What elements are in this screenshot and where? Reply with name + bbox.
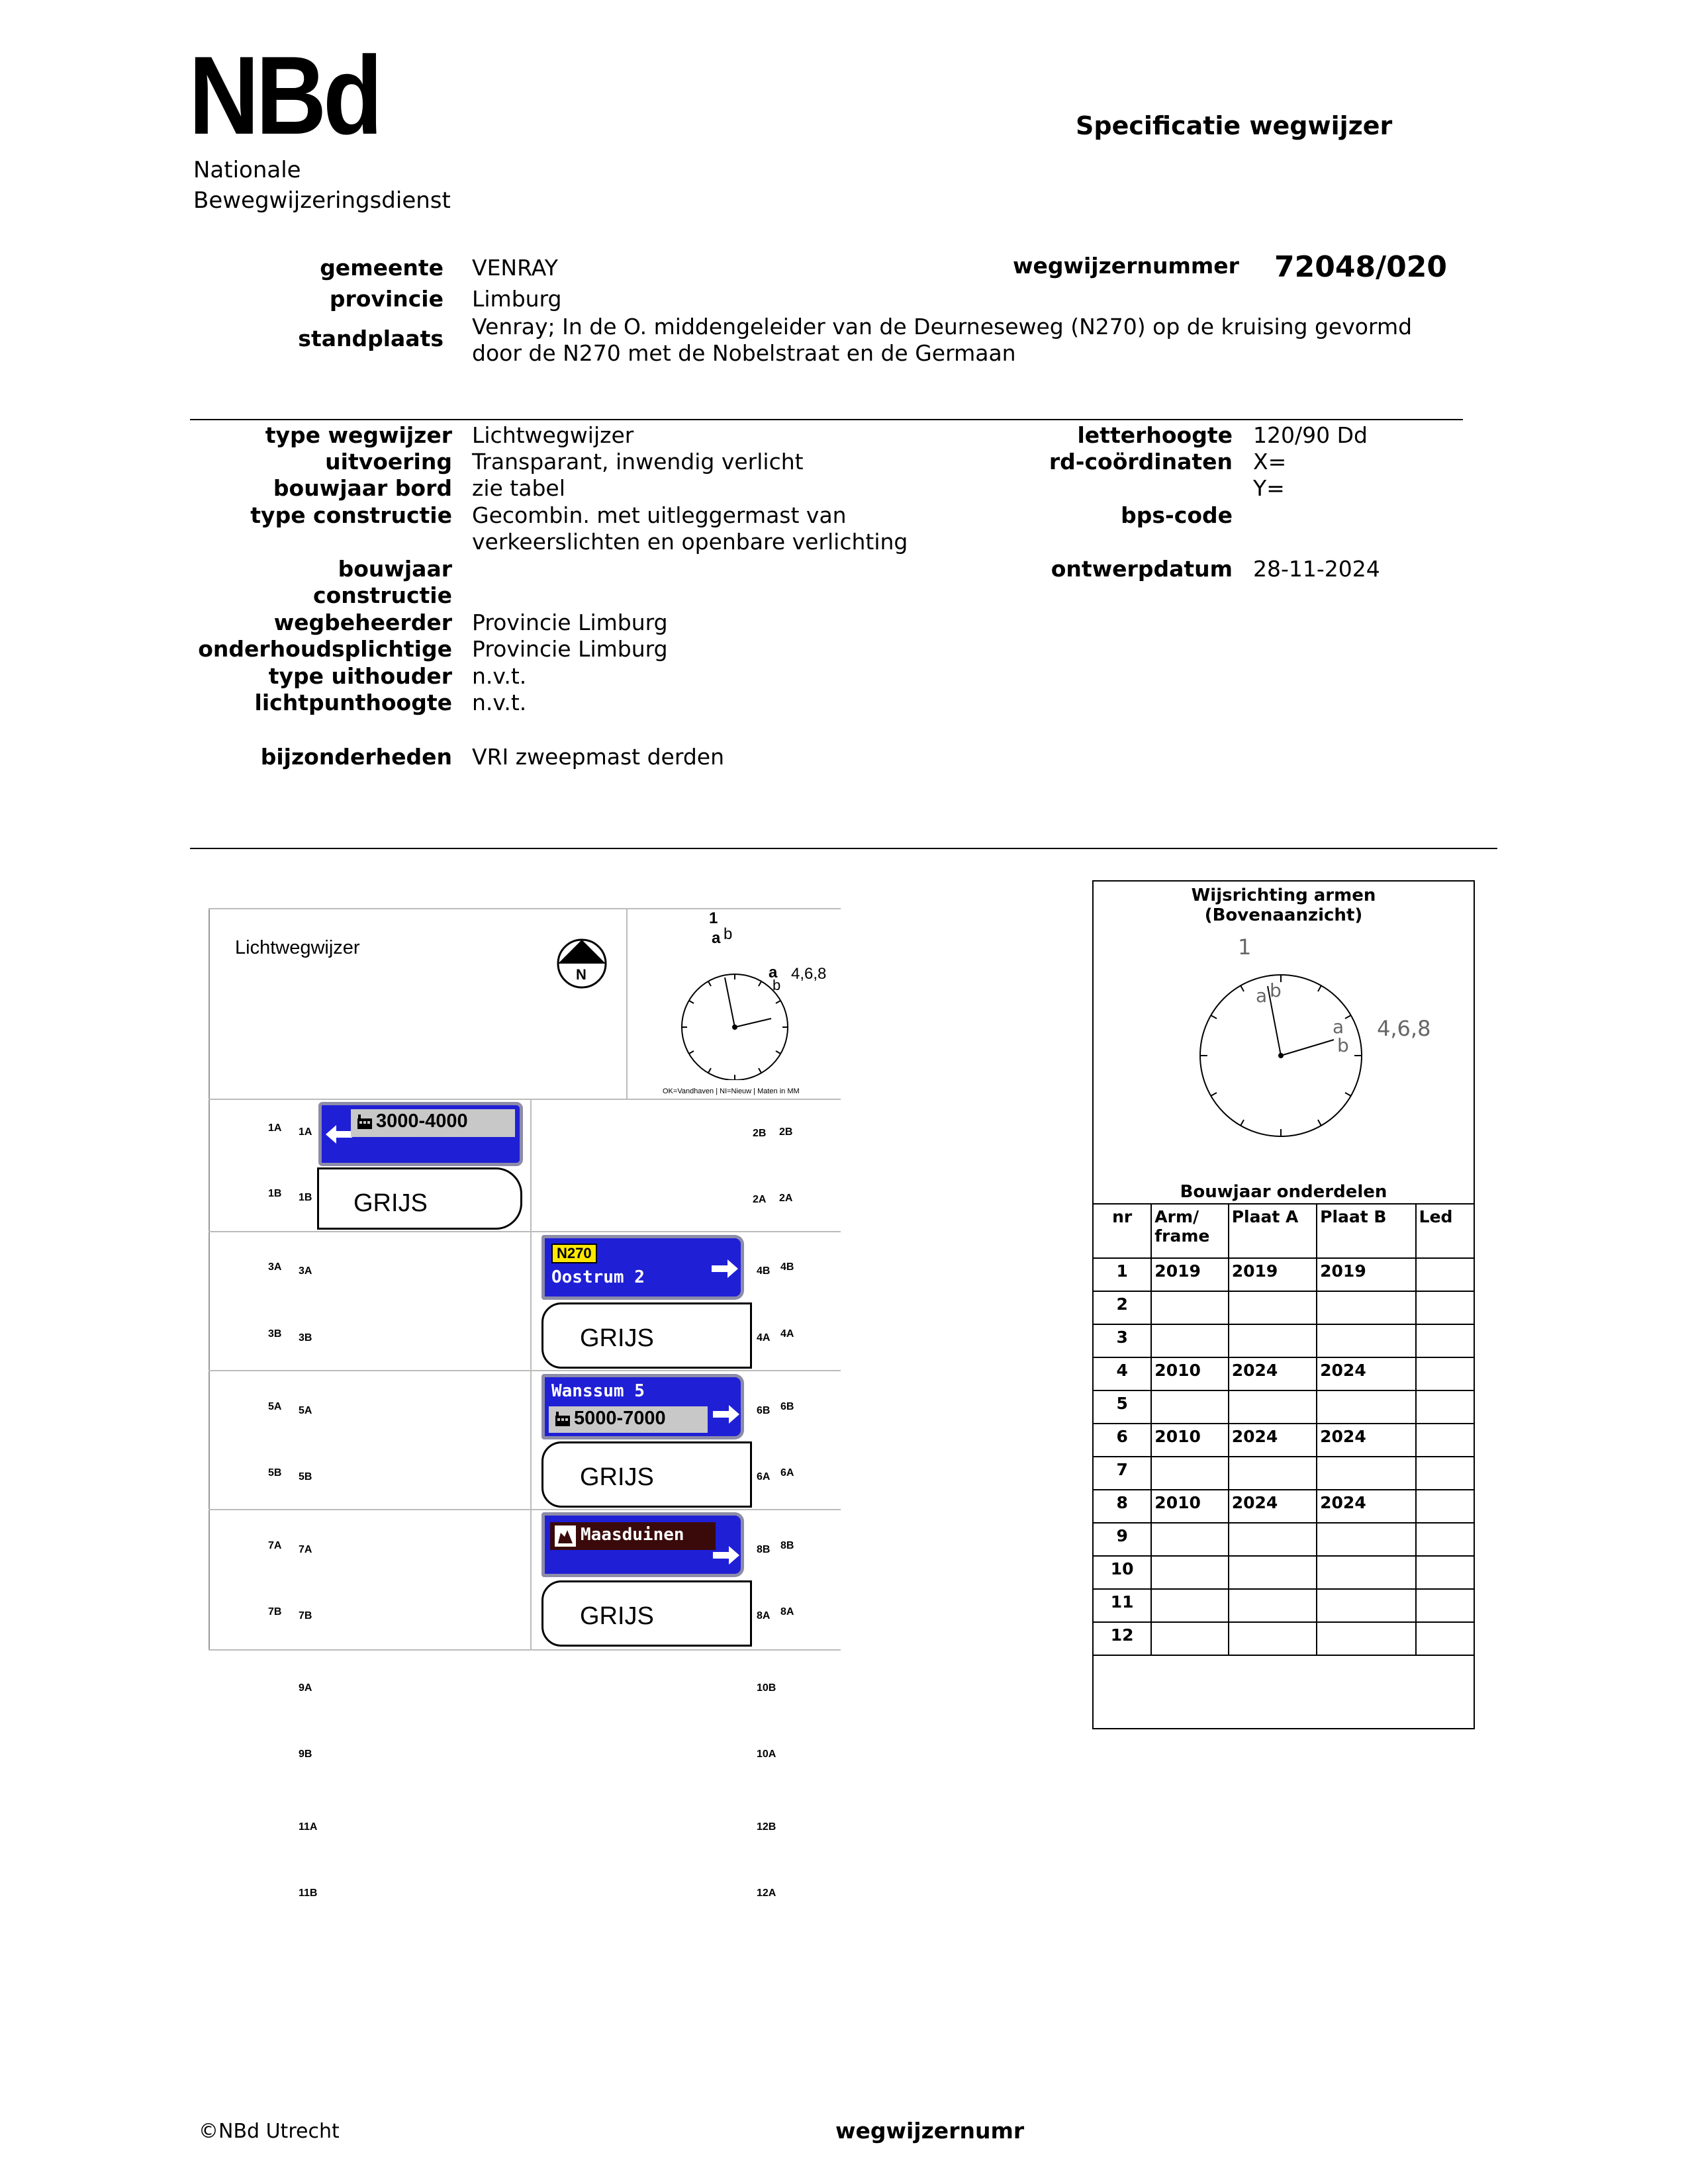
table-row <box>1093 1324 1474 1357</box>
north-label: N <box>576 966 586 983</box>
label-4b-outer: 4B <box>780 1261 794 1273</box>
sign-1a <box>318 1102 523 1166</box>
cell-led <box>1416 1589 1474 1622</box>
cell-led <box>1416 1556 1474 1589</box>
label-7b-outer: 7B <box>268 1606 282 1617</box>
logo-line-bewegwijzeringsdienst: Bewegwijzeringsdienst <box>193 187 451 214</box>
cell-nr: 2 <box>1093 1291 1151 1324</box>
cell-plaat-b <box>1317 1523 1416 1556</box>
cell-led <box>1416 1258 1474 1291</box>
provincie-value: Limburg <box>472 286 562 312</box>
cell-plaat-a <box>1229 1291 1317 1324</box>
cell-plaat-a: 2024 <box>1229 1490 1317 1523</box>
label-5a-inner: 5A <box>299 1405 312 1416</box>
cell-plaat-b <box>1317 1622 1416 1655</box>
footer-wegwijzernummer: wegwijzernumr <box>835 2118 1025 2144</box>
cell-arm <box>1151 1523 1228 1556</box>
table-row <box>1093 1357 1474 1390</box>
logo-line-nationale: Nationale <box>193 157 301 183</box>
sign-3a-text: Oostrum 2 <box>551 1267 645 1287</box>
bouwjaar-table <box>1092 1203 1475 1656</box>
dial-label-b1: b <box>724 925 733 943</box>
spec-value-rd-x: X= <box>1253 449 1287 475</box>
industry-icon <box>554 1412 571 1428</box>
arrow-right-icon <box>710 1257 739 1281</box>
cell-led <box>1416 1390 1474 1424</box>
spec-label-uitvoering: uitvoering <box>325 449 452 475</box>
spec-label-bijzonderheden: bijzonderheden <box>260 744 452 770</box>
label-11a: 11A <box>299 1821 318 1833</box>
label-3a-outer: 3A <box>268 1261 282 1273</box>
cell-plaat-a <box>1229 1324 1317 1357</box>
cell-plaat-a <box>1229 1523 1317 1556</box>
wijsrichting-subtitle: (Bovenaanzicht) <box>1204 905 1363 925</box>
wijsrichting-label-b1: b <box>1270 979 1282 1001</box>
cell-plaat-b: 2024 <box>1317 1424 1416 1457</box>
cell-nr: 9 <box>1093 1523 1151 1556</box>
cell-plaat-b: 2024 <box>1317 1357 1416 1390</box>
document-title: Specificatie wegwijzer <box>1076 111 1393 140</box>
label-5b-outer: 5B <box>268 1467 282 1479</box>
label-2b-outer: 2B <box>779 1126 793 1138</box>
cell-led <box>1416 1523 1474 1556</box>
sign-7b: GRIJS <box>541 1580 752 1647</box>
wijsrichting-label-right: 4,6,8 <box>1377 1016 1431 1041</box>
dial-label-b2: b <box>773 977 781 993</box>
table-row <box>1093 1390 1474 1424</box>
cell-plaat-a: 2024 <box>1229 1357 1317 1390</box>
cell-plaat-a <box>1229 1390 1317 1424</box>
spec-value-ontwerpdatum: 28-11-2024 <box>1253 556 1380 582</box>
cell-plaat-b <box>1317 1291 1416 1324</box>
col-header-arm-frame: Arm/ frame <box>1151 1204 1228 1258</box>
spec-label-bouwjaar: bouwjaar <box>338 556 452 582</box>
label-4a-outer: 4A <box>780 1328 794 1340</box>
spec-label-rd-coordinaten: rd-coördinaten <box>1049 449 1233 475</box>
cell-nr: 12 <box>1093 1622 1151 1655</box>
drawing-footnote: OK=Vandhaven | NI=Nieuw | Maten in MM <box>663 1087 800 1095</box>
sign-5b: GRIJS <box>541 1441 752 1508</box>
divider-bottom <box>190 848 1497 849</box>
label-8a-inner: 8A <box>757 1610 771 1621</box>
sign-1a-text: 3000-4000 <box>376 1111 468 1132</box>
spec-value-onderhoudsplichtige: Provincie Limburg <box>472 636 668 662</box>
spec-label-onderhoudsplichtige: onderhoudsplichtige <box>198 636 452 662</box>
cell-plaat-b <box>1317 1589 1416 1622</box>
table-row <box>1093 1424 1474 1457</box>
wijsrichting-label-b2: b <box>1337 1034 1349 1056</box>
sign-7a <box>541 1512 744 1577</box>
cell-led <box>1416 1622 1474 1655</box>
spec-value-wegbeheerder: Provincie Limburg <box>472 610 668 635</box>
cell-nr: 1 <box>1093 1258 1151 1291</box>
table-header-row <box>1093 1204 1474 1258</box>
cell-arm: 2010 <box>1151 1357 1228 1390</box>
cell-nr: 8 <box>1093 1490 1151 1523</box>
table-row <box>1093 1490 1474 1523</box>
label-12a: 12A <box>757 1888 776 1899</box>
label-3a-inner: 3A <box>299 1265 312 1277</box>
cell-arm <box>1151 1457 1228 1490</box>
label-1a-outer: 1A <box>268 1122 282 1134</box>
wijsrichting-label-a1: a <box>1256 985 1268 1007</box>
cell-arm <box>1151 1556 1228 1589</box>
label-4a-inner: 4A <box>757 1332 771 1343</box>
label-1b-inner: 1B <box>299 1192 312 1203</box>
label-6b-outer: 6B <box>780 1401 794 1412</box>
spec-label-ontwerpdatum: ontwerpdatum <box>1051 556 1233 582</box>
cell-nr: 11 <box>1093 1589 1151 1622</box>
cell-plaat-b <box>1317 1390 1416 1424</box>
cell-arm <box>1151 1390 1228 1424</box>
spec-label-bouwjaar-bord: bouwjaar bord <box>273 475 452 501</box>
provincie-label: provincie <box>329 286 444 312</box>
route-shield: N270 <box>551 1244 597 1263</box>
spec-value-letterhoogte: 120/90 Dd <box>1253 422 1368 448</box>
spec-label-constructie: constructie <box>313 582 452 608</box>
table-row <box>1093 1622 1474 1655</box>
wegwijzernummer-label: wegwijzernummer <box>1013 253 1239 279</box>
standplaats-value-line2: door de N270 met de Nobelstraat en de Germaan <box>472 340 1016 366</box>
bouwjaar-title: Bouwjaar onderdelen <box>1180 1182 1387 1202</box>
spec-value-bouwjaar-bord: zie tabel <box>472 475 565 501</box>
industry-icon <box>356 1115 373 1130</box>
cell-nr: 6 <box>1093 1424 1151 1457</box>
label-11b: 11B <box>299 1888 318 1899</box>
sign-1b: GRIJS <box>317 1167 522 1230</box>
table-row <box>1093 1291 1474 1324</box>
wijsrichting-title: Wijsrichting armen <box>1191 886 1376 905</box>
sign-7a-text: Maasduinen <box>581 1525 684 1545</box>
sign-5a-text1: Wanssum 5 <box>551 1381 645 1401</box>
sign-drawing <box>209 908 841 1899</box>
gemeente-label: gemeente <box>320 255 444 281</box>
cell-arm <box>1151 1589 1228 1622</box>
cell-plaat-a <box>1229 1457 1317 1490</box>
col-header-plaat-a: Plaat A <box>1229 1204 1317 1258</box>
label-4b-inner: 4B <box>757 1265 771 1277</box>
label-2a-inner: 2A <box>753 1194 767 1205</box>
label-3b-outer: 3B <box>268 1328 282 1340</box>
cell-arm <box>1151 1622 1228 1655</box>
spec-label-wegbeheerder: wegbeheerder <box>273 610 452 635</box>
spec-label-letterhoogte: letterhoogte <box>1077 422 1233 448</box>
cell-plaat-b <box>1317 1457 1416 1490</box>
cell-nr: 4 <box>1093 1357 1151 1390</box>
table-row <box>1093 1556 1474 1589</box>
arrow-right-icon <box>712 1402 741 1426</box>
cell-arm <box>1151 1291 1228 1324</box>
dial-label-right: 4,6,8 <box>791 965 827 983</box>
col-header-nr: nr <box>1093 1204 1151 1258</box>
divider-top <box>190 419 1463 420</box>
label-7a-outer: 7A <box>268 1540 282 1551</box>
cell-led <box>1416 1291 1474 1324</box>
cell-led <box>1416 1324 1474 1357</box>
spec-value-type-wegwijzer: Lichtwegwijzer <box>472 422 634 448</box>
spec-label-bps-code: bps-code <box>1121 502 1233 528</box>
table-row <box>1093 1589 1474 1622</box>
label-10b: 10B <box>757 1682 776 1694</box>
standplaats-label: standplaats <box>298 326 444 351</box>
arrow-left-icon <box>324 1122 353 1146</box>
footer-copyright: ©NBd Utrecht <box>199 2120 340 2143</box>
label-10a: 10A <box>757 1749 776 1760</box>
label-6b-inner: 6B <box>757 1405 771 1416</box>
label-7b-inner: 7B <box>299 1610 312 1621</box>
label-7a-inner: 7A <box>299 1544 312 1555</box>
dial-label-a1: a <box>712 929 721 947</box>
spec-label-type-constructie: type constructie <box>250 502 452 528</box>
nature-park-icon <box>554 1525 577 1547</box>
cell-nr: 10 <box>1093 1556 1151 1589</box>
table-row <box>1093 1457 1474 1490</box>
label-6a-outer: 6A <box>780 1467 794 1479</box>
label-12b: 12B <box>757 1821 776 1833</box>
wijsrichting-label-a2: a <box>1333 1016 1344 1038</box>
label-1a-inner: 1A <box>299 1126 312 1138</box>
label-2b-inner: 2B <box>753 1128 767 1139</box>
cell-led <box>1416 1357 1474 1390</box>
sign-5a <box>541 1374 744 1439</box>
label-5a-outer: 5A <box>268 1401 282 1412</box>
label-2a-outer: 2A <box>779 1193 793 1204</box>
col-header-plaat-b: Plaat B <box>1317 1204 1416 1258</box>
cell-plaat-b: 2024 <box>1317 1490 1416 1523</box>
wijsrichting-label-top: 1 <box>1238 934 1252 960</box>
spec-value-type-constructie-2: verkeerslichten en openbare verlichting <box>472 529 908 555</box>
label-8a-outer: 8A <box>780 1606 794 1617</box>
label-6a-inner: 6A <box>757 1471 771 1482</box>
cell-plaat-b <box>1317 1556 1416 1589</box>
col-header-led: Led <box>1416 1204 1474 1258</box>
sign-3a <box>541 1235 744 1300</box>
label-3b-inner: 3B <box>299 1332 312 1343</box>
cell-arm <box>1151 1324 1228 1357</box>
cell-plaat-a <box>1229 1622 1317 1655</box>
cell-plaat-a <box>1229 1589 1317 1622</box>
spec-value-type-uithouder: n.v.t. <box>472 663 527 689</box>
spec-value-bijzonderheden: VRI zweepmast derden <box>472 744 724 770</box>
arrow-right-icon <box>712 1543 741 1567</box>
standplaats-value-line1: Venray; In de O. middengeleider van de Deurneseweg (N270) op de kruising gevormd <box>472 314 1413 340</box>
spec-label-type-wegwijzer: type wegwijzer <box>265 422 452 448</box>
cell-arm: 2019 <box>1151 1258 1228 1291</box>
label-9b: 9B <box>299 1749 312 1760</box>
cell-arm: 2010 <box>1151 1424 1228 1457</box>
cell-nr: 5 <box>1093 1390 1151 1424</box>
cell-led <box>1416 1424 1474 1457</box>
label-9a: 9A <box>299 1682 312 1694</box>
cell-led <box>1416 1457 1474 1490</box>
table-row <box>1093 1523 1474 1556</box>
table-row <box>1093 1258 1474 1291</box>
spec-value-type-constructie-1: Gecombin. met uitleggermast van <box>472 502 847 528</box>
dial-label-a2: a <box>769 964 778 981</box>
cell-nr: 3 <box>1093 1324 1151 1357</box>
spec-value-uitvoering: Transparant, inwendig verlicht <box>472 449 804 475</box>
cell-plaat-a <box>1229 1556 1317 1589</box>
spec-value-rd-y: Y= <box>1253 475 1285 501</box>
cell-plaat-b: 2019 <box>1317 1258 1416 1291</box>
nbd-logo-mark: NBd <box>189 33 380 158</box>
cell-plaat-a: 2019 <box>1229 1258 1317 1291</box>
direction-dial <box>665 941 831 1080</box>
label-8b-outer: 8B <box>780 1540 794 1551</box>
cell-arm: 2010 <box>1151 1490 1228 1523</box>
drawing-title: Lichtwegwijzer <box>235 937 360 958</box>
spec-label-lichtpunthoogte: lichtpunthoogte <box>254 690 452 715</box>
cell-plaat-a: 2024 <box>1229 1424 1317 1457</box>
cell-nr: 7 <box>1093 1457 1151 1490</box>
sign-5a-text2: 5000-7000 <box>574 1408 666 1429</box>
gemeente-value: VENRAY <box>472 255 558 281</box>
label-8b-inner: 8B <box>757 1544 771 1555</box>
label-5b-inner: 5B <box>299 1471 312 1482</box>
cell-plaat-b <box>1317 1324 1416 1357</box>
cell-led <box>1416 1490 1474 1523</box>
spec-value-lichtpunthoogte: n.v.t. <box>472 690 527 715</box>
wegwijzernummer-value: 72048/020 <box>1274 250 1447 284</box>
sign-3b: GRIJS <box>541 1302 752 1369</box>
label-1b-outer: 1B <box>268 1188 282 1199</box>
spec-label-type-uithouder: type uithouder <box>268 663 452 689</box>
dial-label-top: 1 <box>709 909 718 927</box>
